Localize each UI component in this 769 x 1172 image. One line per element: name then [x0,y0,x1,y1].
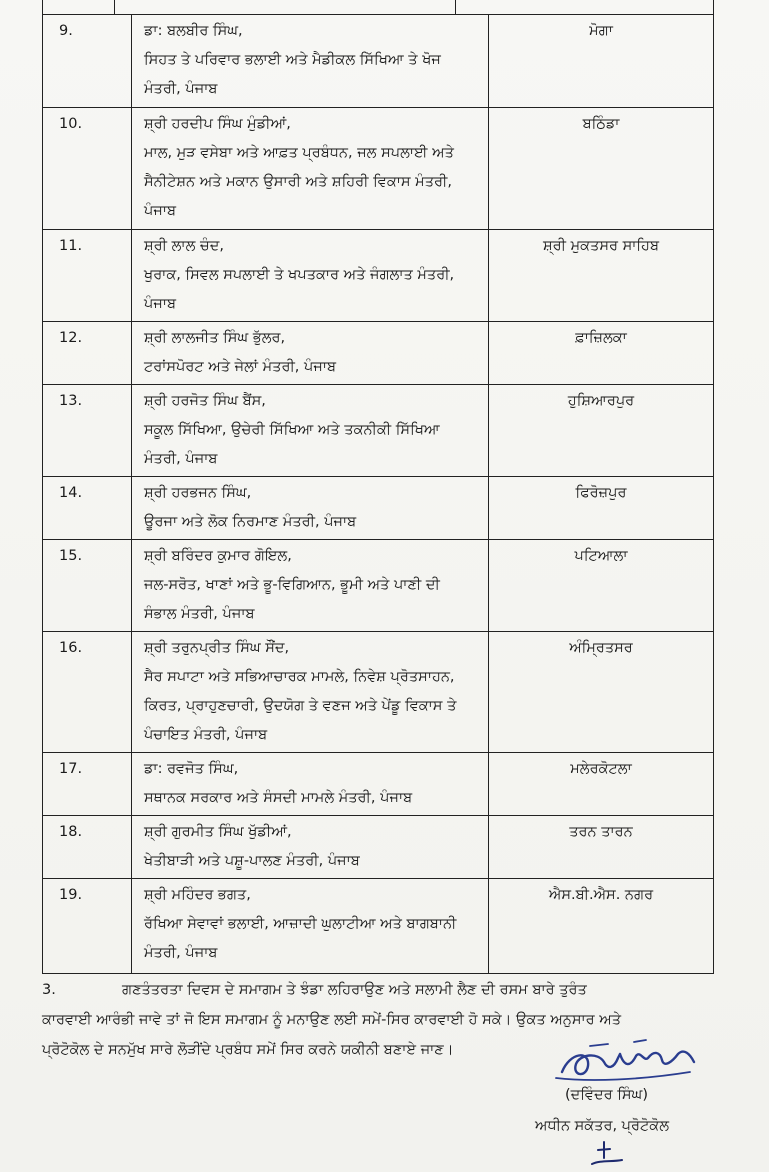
minister-details [132,15,489,108]
serial-number: 15. [43,540,132,632]
serial-number: 12. [43,322,132,385]
district-name: ਤਰਨ ਤਾਰਨ [489,816,714,879]
minister-portfolio: ਪੰਚਾਇਤ ਮੰਤਰੀ, ਪੰਜਾਬ [144,727,268,743]
district-name: ਮੋਗਾ [489,15,714,108]
minister-name: ਸ਼੍ਰੀ ਲਾਲਜੀਤ ਸਿੰਘ ਭੁੱਲਰ, [144,330,286,346]
table-row [43,15,714,108]
table-row [43,322,714,385]
minister-portfolio: ਪੰਜਾਬ [144,296,177,312]
minister-name: ਸ਼੍ਰੀ ਹਰਜੋਤ ਸਿੰਘ ਬੈਂਸ, [144,393,266,409]
minister-name: ਸ਼੍ਰੀ ਹਰਭਜਨ ਸਿੰਘ, [144,485,252,501]
district-name: ਫ਼ਾਜ਼ਿਲਕਾ [489,322,714,385]
minister-portfolio: ਸਿਹਤ ਤੇ ਪਰਿਵਾਰ ਭਲਾਈ ਅਤੇ ਮੈਡੀਕਲ ਸਿੱਖਿਆ ਤੇ ਖੋਜ [144,52,441,68]
minister-portfolio: ਮੰਤਰੀ, ਪੰਜਾਬ [144,451,218,467]
minister-portfolio: ਸੈਰ ਸਪਾਟਾ ਅਤੇ ਸਭਿਆਚਾਰਕ ਮਾਮਲੇ, ਨਿਵੇਸ਼ ਪ੍ਰੋਤਸਾਹਨ, [144,669,455,685]
minister-details [132,108,489,230]
table-row [43,753,714,816]
table-row [43,477,714,540]
minister-portfolio: ਮਾਲ, ਮੁੜ ਵਸੇਬਾ ਅਤੇ ਆਫ਼ਤ ਪ੍ਰਬੰਧਨ, ਜਲ ਸਪਲਾਈ ਅਤੇ [144,145,454,161]
table-top-border [713,0,714,14]
minister-details [132,230,489,322]
minister-portfolio: ਸੈਨੀਟੇਸ਼ਨ ਅਤੇ ਮਕਾਨ ਉਸਾਰੀ ਅਤੇ ਸ਼ਹਿਰੀ ਵਿਕਾਸ ਮੰਤਰੀ, [144,174,452,190]
serial-number: 19. [43,879,132,974]
signature-block [520,1032,740,1172]
minister-details [132,753,489,816]
minister-portfolio: ਰੱਖਿਆ ਸੇਵਾਵਾਂ ਭਲਾਈ, ਆਜ਼ਾਦੀ ਘੁਲਾਟੀਆ ਅਤੇ ਬਾਗਬਾਨੀ [144,916,457,932]
district-name: ਐਸ.ਬੀ.ਐਸ. ਨਗਰ [489,879,714,974]
district-name: ਬਠਿੰਡਾ [489,108,714,230]
minister-details [132,540,489,632]
minister-name: ਡਾ: ਬਲਬੀਰ ਸਿੰਘ, [144,23,243,39]
minister-portfolio: ਮੰਤਰੀ, ਪੰਜਾਬ [144,945,218,961]
table-top-border [455,0,456,14]
minister-portfolio: ਖੁਰਾਕ, ਸਿਵਲ ਸਪਲਾਈ ਤੇ ਖਪਤਕਾਰ ਅਤੇ ਜੰਗਲਾਤ ਮੰਤਰੀ, [144,267,455,283]
district-name: ਹੁਸ਼ਿਆਰਪੁਰ [489,385,714,477]
paragraph-line [42,975,714,1005]
minister-name: ਸ਼੍ਰੀ ਮਹਿੰਦਰ ਭਗਤ, [144,887,251,903]
minister-portfolio: ਸਕੂਲ ਸਿੱਖਿਆ, ਉਚੇਰੀ ਸਿੱਖਿਆ ਅਤੇ ਤਕਨੀਕੀ ਸਿੱਖਿਆ [144,422,440,438]
minister-portfolio: ਪੰਜਾਬ [144,203,177,219]
minister-name: ਡਾ: ਰਵਜੋਤ ਸਿੰਘ, [144,761,239,777]
serial-number: 10. [43,108,132,230]
serial-number: 16. [43,632,132,753]
district-name: ਸ਼੍ਰੀ ਮੁਕਤਸਰ ਸਾਹਿਬ [489,230,714,322]
table-row [43,230,714,322]
minister-details [132,322,489,385]
ink-mark [590,1140,624,1170]
minister-portfolio: ਮੰਤਰੀ, ਪੰਜਾਬ [144,81,218,97]
minister-portfolio: ਸੰਭਾਲ ਮੰਤਰੀ, ਪੰਜਾਬ [144,606,255,622]
table-top-border [42,0,43,14]
serial-number: 17. [43,753,132,816]
minister-portfolio: ਟਰਾਂਸਪੋਰਟ ਅਤੇ ਜੇਲਾਂ ਮੰਤਰੀ, ਪੰਜਾਬ [144,359,337,375]
minister-portfolio: ਕਿਰਤ, ਪ੍ਰਾਹੁਣਚਾਰੀ, ਉਦਯੋਗ ਤੇ ਵਣਜ ਅਤੇ ਪੇਂਡੂ ਵਿਕਾਸ ਤੇ [144,698,457,714]
table-row [43,816,714,879]
paragraph-line: ਪ੍ਰੋਟੋਕੋਲ ਦੇ ਸਨਮੁੱਖ ਸਾਰੇ ਲੋੜੀਂਦੇ ਪ੍ਰਬੰਧ ਸਮੇਂ ਸਿਰ ਕਰਨੇ ਯਕੀਨੀ ਬਣਾਏ ਜਾਣ। [42,1042,454,1058]
paragraph-number: 3. [42,982,56,998]
minister-details [132,879,489,974]
minister-details [132,385,489,477]
district-name: ਪਟਿਆਲਾ [489,540,714,632]
minister-name: ਸ਼੍ਰੀ ਤਰੁਨਪ੍ਰੀਤ ਸਿੰਘ ਸੌਂਦ, [144,640,290,656]
serial-number: 13. [43,385,132,477]
ministers-district-table [42,14,714,974]
minister-portfolio: ਊਰਜਾ ਅਤੇ ਲੋਕ ਨਿਰਮਾਣ ਮੰਤਰੀ, ਪੰਜਾਬ [144,514,357,530]
minister-name: ਸ਼੍ਰੀ ਬਰਿੰਦਰ ਕੁਮਾਰ ਗੋਇਲ, [144,548,292,564]
minister-portfolio: ਖੇਤੀਬਾੜੀ ਅਤੇ ਪਸ਼ੂ-ਪਾਲਣ ਮੰਤਰੀ, ਪੰਜਾਬ [144,853,360,869]
minister-name: ਸ਼੍ਰੀ ਗੁਰਮੀਤ ਸਿੰਘ ਖੁੱਡੀਆਂ, [144,824,292,840]
minister-details [132,816,489,879]
table-row [43,879,714,974]
serial-number: 18. [43,816,132,879]
district-name: ਮਲੇਰਕੋਟਲਾ [489,753,714,816]
minister-details [132,477,489,540]
minister-name: ਸ਼੍ਰੀ ਹਰਦੀਪ ਸਿੰਘ ਮੁੰਡੀਆਂ, [144,116,291,132]
table-top-border [114,0,115,14]
serial-number: 9. [43,15,132,108]
minister-portfolio: ਸਥਾਨਕ ਸਰਕਾਰ ਅਤੇ ਸੰਸਦੀ ਮਾਮਲੇ ਮੰਤਰੀ, ਪੰਜਾਬ [144,790,413,806]
table-row [43,108,714,230]
minister-name: ਸ਼੍ਰੀ ਲਾਲ ਚੰਦ, [144,238,224,254]
serial-number: 11. [43,230,132,322]
paragraph-text: ਗਣਤੰਤਰਤਾ ਦਿਵਸ ਦੇ ਸਮਾਗਮ ਤੇ ਝੰਡਾ ਲਹਿਰਾਉਣ ਅਤੇ ਸਲਾਮੀ ਲੈਣ ਦੀ ਰਸਮ ਬਾਰੇ ਤੁਰੰਤ [122,982,587,998]
table-row [43,632,714,753]
district-name: ਅੰਮ੍ਰਿਤਸਰ [489,632,714,753]
minister-portfolio: ਜਲ-ਸਰੋਤ, ਖਾਣਾਂ ਅਤੇ ਭੂ-ਵਿਗਿਆਨ, ਭੂਮੀ ਅਤੇ ਪਾਣੀ ਦੀ [144,577,440,593]
paragraph-line: ਕਾਰਵਾਈ ਆਰੰਭੀ ਜਾਵੇ ਤਾਂ ਜੋ ਇਸ ਸਮਾਗਮ ਨੂੰ ਮਨਾਉਣ ਲਈ ਸਮੇਂ-ਸਿਰ ਕਾਰਵਾਈ ਹੋ ਸਕੇ। ਉਕਤ ਅਨੁਸਾਰ ਅਤੇ [42,1012,622,1028]
district-name: ਫਿਰੋਜ਼ਪੁਰ [489,477,714,540]
table-row [43,385,714,477]
signatory-designation: ਅਧੀਨ ਸਕੱਤਰ, ਪ੍ਰੋਟੋਕੋਲ [535,1118,670,1134]
table-row [43,540,714,632]
handwritten-signature [550,1032,700,1088]
minister-details [132,632,489,753]
serial-number: 14. [43,477,132,540]
signatory-name: (ਦਵਿੰਦਰ ਸਿੰਘ) [565,1087,648,1103]
